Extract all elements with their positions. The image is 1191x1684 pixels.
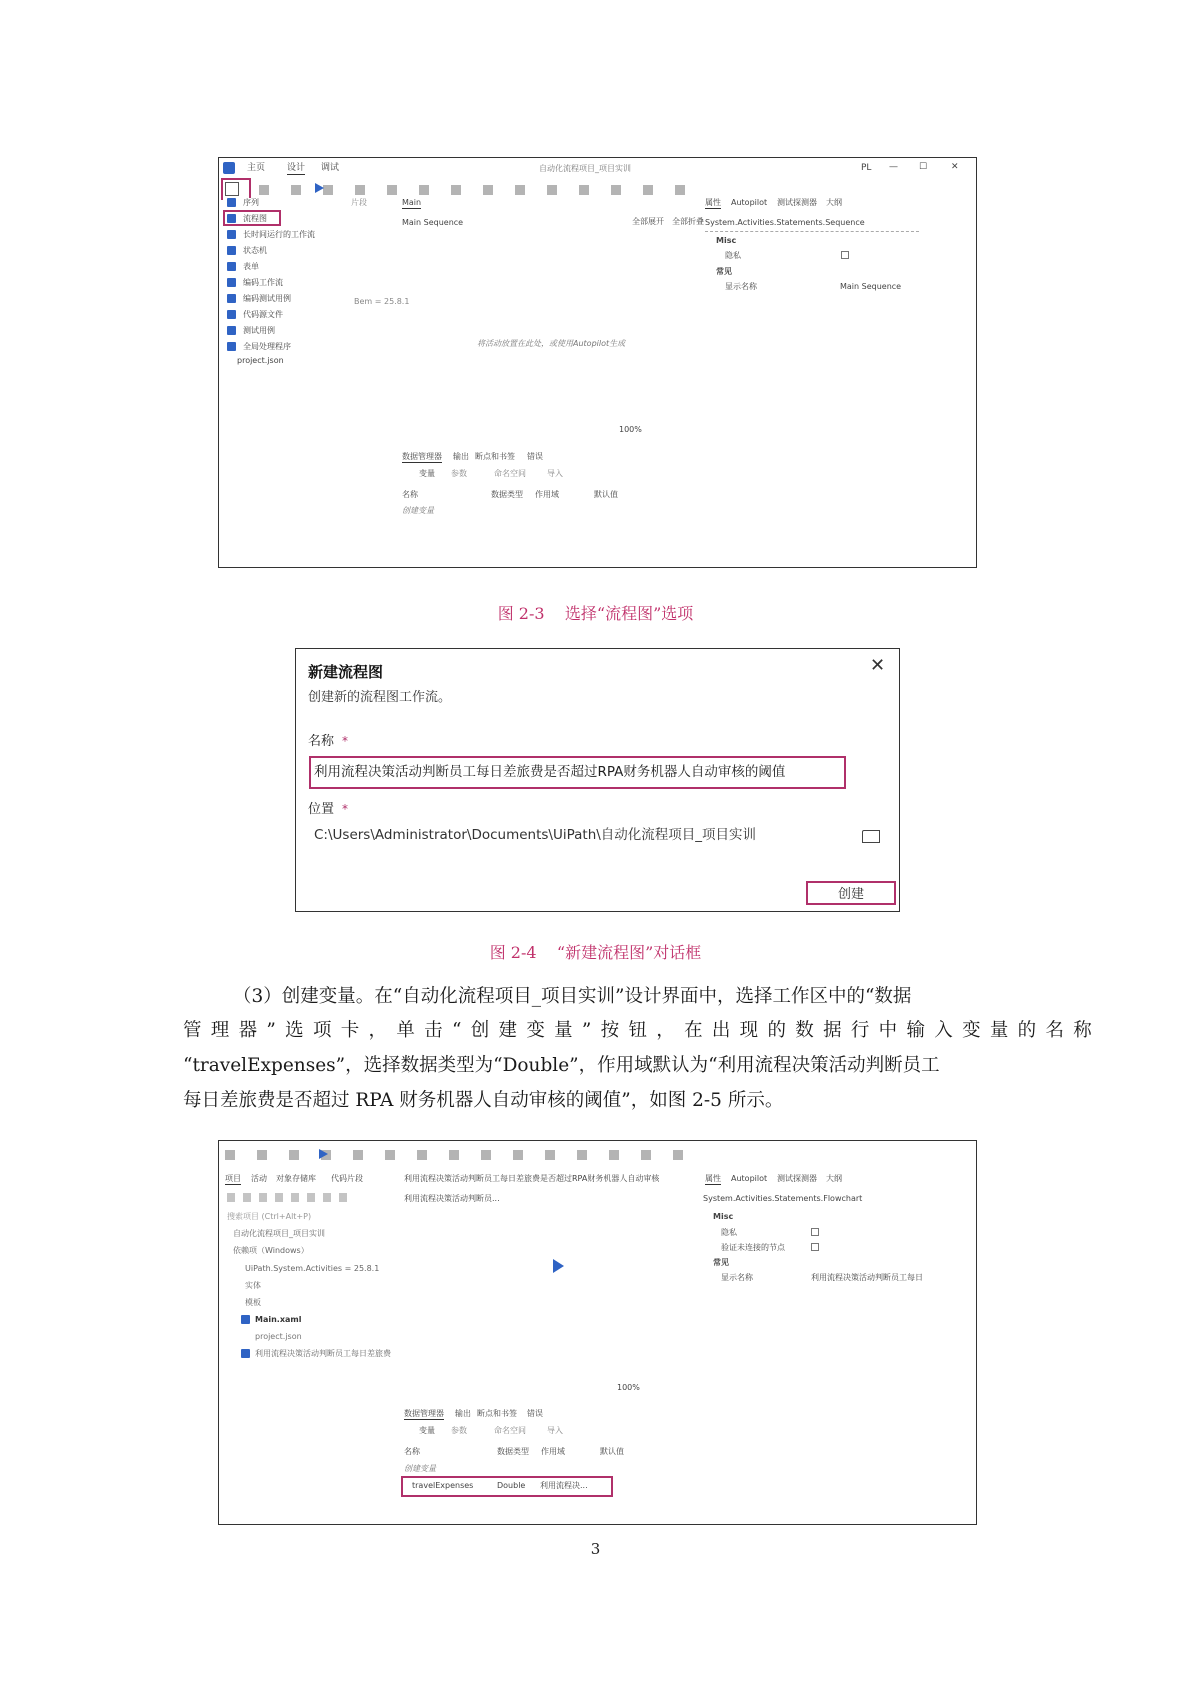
menu-item-form[interactable]: 表单	[243, 262, 259, 271]
run-icon[interactable]	[319, 1149, 328, 1159]
tab-outline[interactable]: 大纲	[826, 1174, 842, 1183]
maximize-button[interactable]: ☐	[919, 162, 928, 172]
caption-figure-2-4: 图 2-4 “新建流程图”对话框	[489, 943, 702, 962]
name-label: 名称	[308, 734, 335, 749]
location-required-mark: *	[342, 802, 348, 816]
private-label: 隐私	[721, 1228, 737, 1237]
tab-test-explorer[interactable]: 测试探测器	[777, 1174, 817, 1183]
flowchart-breadcrumb: 利用流程决策活动判断员...	[404, 1194, 500, 1203]
tab-breakpoints[interactable]: 断点和书签	[475, 452, 515, 461]
tab-main[interactable]: Main	[402, 198, 422, 207]
filter-arguments[interactable]: 参数	[451, 469, 467, 478]
tree-main-xaml[interactable]: Main.xaml	[255, 1315, 302, 1324]
menu-item-global-handler[interactable]: 全局处理程序	[243, 342, 291, 351]
tab-outline[interactable]: 大纲	[826, 198, 842, 207]
props-type: System.Activities.Statements.Flowchart	[703, 1194, 863, 1203]
filter-imports[interactable]: 导入	[547, 1426, 563, 1435]
column-type: 数据类型	[497, 1447, 529, 1456]
tree-entities[interactable]: 实体	[245, 1281, 261, 1290]
menu-item-state-machine[interactable]: 状态机	[243, 246, 267, 255]
filter-namespaces[interactable]: 命名空间	[494, 1426, 526, 1435]
tab-breakpoints[interactable]: 断点和书签	[477, 1409, 517, 1418]
coded-workflow-icon	[227, 278, 236, 287]
location-value[interactable]: C:\Users\Administrator\Documents\UiPath\自动化流程项目_项目实训	[314, 827, 757, 843]
tab-properties[interactable]: 属性	[705, 1174, 721, 1183]
display-name-label: 显示名称	[725, 282, 757, 291]
variable-row-scope[interactable]: 利用流程决...	[540, 1481, 588, 1490]
drop-hint: 将活动放置在此处，或使用Autopilot生成	[477, 339, 626, 348]
dialog-subtitle: 创建新的流程图工作流。	[308, 690, 452, 705]
flowchart-highlight	[223, 210, 281, 226]
menu-item-coded-test[interactable]: 编码测试用例	[243, 294, 291, 303]
zoom-level[interactable]: 100%	[617, 1383, 640, 1392]
column-name: 名称	[404, 1447, 420, 1456]
paragraph-line-4: 每日差旅费是否超过 RPA 财务机器人自动审核的阈值”，如图 2-5 所示。	[183, 1090, 784, 1111]
tree-system-activities[interactable]: UiPath.System.Activities = 25.8.1	[245, 1264, 380, 1273]
main-xaml-icon	[241, 1315, 250, 1324]
menu-item-coded-workflow[interactable]: 编码工作流	[243, 278, 283, 287]
new-button-highlight	[221, 178, 251, 200]
paragraph-line-1: （3）创建变量。在“自动化流程项目_项目实训”设计界面中，选择工作区中的“数据	[233, 986, 912, 1007]
sequence-icon	[227, 198, 236, 207]
test-case-icon	[227, 326, 236, 335]
create-button[interactable]	[806, 881, 896, 905]
project-search-input[interactable]: 搜索项目 (Ctrl+Alt+P)	[227, 1212, 312, 1221]
tab-design[interactable]: 设计	[287, 163, 306, 173]
tree-dependencies[interactable]: 依赖项（Windows）	[233, 1246, 309, 1255]
tab-snippets[interactable]: 代码片段	[331, 1174, 363, 1183]
tab-flowchart-doc[interactable]: 利用流程决策活动判断员工每日差旅费是否超过RPA财务机器人自动审核	[404, 1174, 660, 1183]
column-scope: 作用域	[541, 1447, 565, 1456]
location-label: 位置	[308, 802, 335, 817]
tab-autopilot[interactable]: Autopilot	[731, 1174, 768, 1183]
faded-fragment: 片段	[351, 198, 367, 207]
column-default: 默认值	[594, 490, 618, 499]
tab-output[interactable]: 输出	[453, 452, 469, 461]
page-number: 3	[590, 1540, 601, 1558]
zoom-level[interactable]: 100%	[619, 425, 642, 434]
misc-header[interactable]: Misc	[716, 236, 737, 245]
menu-item-code-source[interactable]: 代码源文件	[243, 310, 283, 319]
column-type: 数据类型	[491, 490, 523, 499]
tab-autopilot[interactable]: Autopilot	[731, 198, 768, 207]
display-name-value[interactable]: Main Sequence	[840, 282, 902, 291]
state-machine-icon	[227, 246, 236, 255]
tab-test-explorer[interactable]: 测试探测器	[777, 198, 817, 207]
menu-item-flowchart[interactable]: 流程图	[243, 214, 267, 223]
filter-imports[interactable]: 导入	[547, 469, 563, 478]
filter-variables[interactable]: 变量	[419, 1426, 435, 1435]
form-icon	[227, 262, 236, 271]
run-icon[interactable]	[315, 183, 324, 193]
tree-templates[interactable]: 模板	[245, 1298, 261, 1307]
tab-debug[interactable]: 调试	[321, 163, 340, 173]
create-variable-link[interactable]: 创建变量	[402, 506, 434, 515]
props-separator	[705, 231, 919, 232]
filter-namespaces[interactable]: 命名空间	[494, 469, 526, 478]
folder-icon[interactable]	[862, 830, 880, 843]
paragraph-line-2: 管理器”选项卡，单击“创建变量”按钮，在出现的数据行中输入变量的名称	[183, 1020, 1102, 1041]
collapse-all-button[interactable]: 全部折叠	[672, 217, 704, 226]
tab-activities[interactable]: 活动	[251, 1174, 267, 1183]
minimize-button[interactable]: —	[889, 162, 898, 172]
misc-header[interactable]: Misc	[713, 1212, 734, 1221]
tab-data-manager[interactable]: 数据管理器	[402, 452, 442, 461]
name-required-mark: *	[342, 734, 348, 748]
common-header[interactable]: 常见	[713, 1258, 729, 1267]
menu-item-long-running[interactable]: 长时间运行的工作流	[243, 230, 315, 239]
project-toolbar-icons	[227, 1193, 347, 1202]
activity-dropdown-menu	[223, 198, 343, 368]
new-flowchart-dialog	[295, 648, 900, 912]
code-source-icon	[227, 310, 236, 319]
tab-home[interactable]: 主页	[247, 163, 266, 173]
app-logo-icon	[223, 162, 235, 174]
tab-output[interactable]: 输出	[455, 1409, 471, 1418]
tab-project[interactable]: 项目	[225, 1174, 241, 1183]
flowchart-file-icon	[241, 1349, 250, 1358]
dialog-close-icon[interactable]: ✕	[870, 655, 886, 676]
tree-project-root[interactable]: 自动化流程项目_项目实训	[233, 1229, 325, 1238]
common-header[interactable]: 常见	[716, 267, 732, 276]
global-handler-icon	[227, 342, 236, 351]
close-button[interactable]: ✕	[951, 162, 959, 172]
tree-project-json[interactable]: project.json	[255, 1332, 302, 1341]
private-checkbox[interactable]	[811, 1228, 819, 1236]
file-item-project-json[interactable]: project.json	[237, 356, 284, 365]
user-avatar[interactable]: PL	[861, 163, 872, 173]
filter-arguments[interactable]: 参数	[451, 1426, 467, 1435]
main-sequence-breadcrumb: Main Sequence	[402, 218, 464, 227]
variable-row-type[interactable]: Double	[497, 1481, 526, 1490]
props-type: System.Activities.Statements.Sequence	[705, 218, 865, 227]
figure-2-5-screenshot	[218, 1140, 977, 1525]
faded-version: Bem = 25.8.1	[354, 297, 410, 306]
validate-checkbox[interactable]	[811, 1243, 819, 1251]
figure-2-3-screenshot	[218, 157, 977, 568]
expand-all-button[interactable]: 全部展开	[632, 217, 664, 226]
tab-errors[interactable]: 错误	[527, 1409, 543, 1418]
create-variable-link[interactable]: 创建变量	[404, 1464, 436, 1473]
tab-properties[interactable]: 属性	[705, 198, 721, 207]
private-checkbox[interactable]	[841, 251, 849, 259]
flowchart-start-icon	[553, 1259, 564, 1273]
caption-figure-2-3: 图 2-3 选择“流程图”选项	[497, 604, 694, 623]
name-input[interactable]	[309, 756, 846, 789]
column-default: 默认值	[600, 1447, 624, 1456]
validate-label: 验证未连接的节点	[721, 1243, 785, 1252]
name-input-value: 利用流程决策活动判断员工每日差旅费是否超过RPA财务机器人自动审核的阈值	[314, 764, 786, 780]
column-scope: 作用域	[535, 490, 559, 499]
create-button-label: 创建	[837, 887, 864, 902]
long-running-icon	[227, 230, 236, 239]
dialog-title: 新建流程图	[308, 663, 384, 681]
private-label: 隐私	[725, 251, 741, 260]
tab-object-repo[interactable]: 对象存储库	[276, 1174, 316, 1183]
paragraph-line-3: “travelExpenses”，选择数据类型为“Double”，作用域默认为“利用流程决策活动判断员工	[183, 1055, 940, 1076]
tree-flowchart-file[interactable]: 利用流程决策活动判断员工每日差旅费	[255, 1349, 391, 1358]
window-title: 自动化流程项目_项目实训	[539, 164, 631, 173]
column-name: 名称	[402, 490, 418, 499]
menu-item-sequence[interactable]: 序列	[243, 198, 259, 207]
filter-variables[interactable]: 变量	[419, 469, 435, 478]
tab-data-manager[interactable]: 数据管理器	[404, 1409, 444, 1418]
toolbar-icons	[225, 1150, 695, 1160]
coded-test-icon	[227, 294, 236, 303]
display-name-label: 显示名称	[721, 1273, 753, 1282]
menu-item-test-case[interactable]: 测试用例	[243, 326, 275, 335]
variable-row-name[interactable]: travelExpenses	[412, 1481, 474, 1490]
tab-errors[interactable]: 错误	[527, 452, 543, 461]
display-name-value[interactable]: 利用流程决策活动判断员工每日	[811, 1273, 923, 1282]
toolbar-icons	[259, 185, 699, 195]
